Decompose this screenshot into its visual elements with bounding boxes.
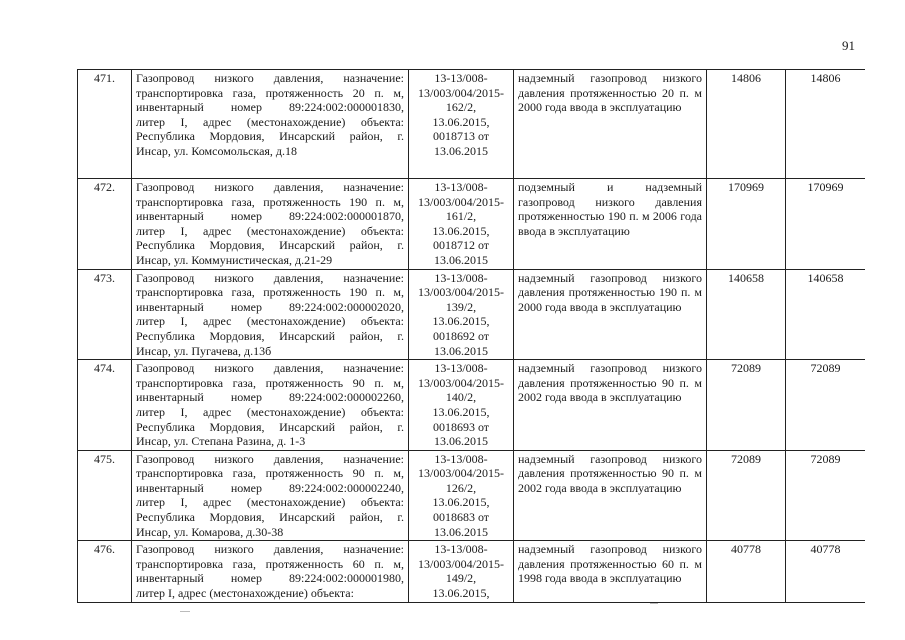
object-characteristics: подземный и надземный газопровод низкого давления протяженностью 190 п. м 2006 года ввода в эксплуатацию	[514, 179, 707, 270]
description-line: Республика Мордовия, Инсарский район, г.	[136, 419, 404, 434]
row-number: 473.	[78, 269, 132, 360]
book-value: 14806	[707, 70, 786, 179]
residual-value: 140658	[786, 269, 866, 360]
registration-line: 13-13/008-	[434, 542, 488, 557]
registration-record	[409, 70, 514, 179]
residual-value: 170969	[786, 179, 866, 270]
description-line: Республика Мордовия, Инсарский район, г.	[136, 510, 404, 525]
residual-value: 72089	[786, 360, 866, 451]
registration-record	[409, 450, 514, 541]
property-registry-table	[77, 69, 865, 629]
table-row	[78, 179, 866, 270]
row-number: 474.	[78, 360, 132, 451]
registration-line: 13.06.2015	[434, 434, 488, 449]
residual-value: 40778	[786, 541, 866, 603]
description-line: Инсар, ул. Пугачева, д.13б	[136, 343, 272, 358]
description-line: Газопровод низкого давления, назначение:	[136, 451, 404, 466]
object-characteristics: надземный газопровод низкого давления протяженностью 90 п. м 2002 года ввода в эксплуатацию	[514, 450, 707, 541]
registration-record	[409, 179, 514, 270]
description-line: Газопровод низкого давления, назначение:	[136, 71, 404, 85]
object-characteristics: надземный газопровод низкого давления протяженностью 20 п. м 2000 года ввода в эксплуатацию	[514, 70, 707, 179]
registration-line: 13-13/008-	[434, 361, 488, 376]
registration-line: 13.06.2015,	[432, 223, 490, 238]
registration-line: 13/003/004/2015-	[418, 556, 504, 571]
table-row	[78, 541, 866, 603]
description-line: литер I, адрес (местонахождение) объекта:	[136, 223, 404, 238]
description-line: транспортировка газа, протяженность 190 п. м,	[136, 194, 404, 209]
registration-line: 13.06.2015,	[432, 495, 490, 510]
description-line: Инсар, ул. Комарова, д.30-38	[136, 524, 284, 539]
object-description	[132, 450, 409, 541]
registration-record	[409, 269, 514, 360]
residual-value: 72089	[786, 450, 866, 541]
book-value: 170969	[707, 179, 786, 270]
registration-line: 13.06.2015	[434, 524, 488, 539]
registration-line: 13.06.2015	[434, 343, 488, 358]
object-characteristics: надземный газопровод низкого давления протяженностью 60 п. м 1998 года ввода в эксплуатацию	[514, 541, 707, 603]
description-line: инвентарный номер 89:224:002:000002260,	[136, 390, 404, 405]
description-line: инвентарный номер 89:224:002:000002240,	[136, 480, 404, 495]
object-characteristics: надземный газопровод низкого давления протяженностью 90 п. м 2002 года ввода в эксплуатацию	[514, 360, 707, 451]
description-line: Газопровод низкого давления, назначение:	[136, 361, 404, 376]
registration-line: 149/2,	[445, 571, 477, 586]
description-line: Инсар, ул. Коммунистическая, д.21-29	[136, 252, 333, 267]
row-number: 471.	[78, 70, 132, 179]
description-line: Республика Мордовия, Инсарский район, г.	[136, 328, 404, 343]
description-line: транспортировка газа, протяженность 60 п. м,	[136, 556, 404, 571]
description-line: Газопровод низкого давления, назначение:	[136, 270, 404, 285]
scan-artifact	[180, 611, 190, 612]
registration-record	[409, 360, 514, 451]
registration-line: 139/2,	[445, 299, 477, 314]
table-row	[78, 360, 866, 451]
registration-line: 13.06.2015	[434, 143, 488, 158]
registration-record	[409, 541, 514, 603]
description-line: литер I, адрес (местонахождение) объекта:	[136, 404, 404, 419]
registration-line: 13.06.2015,	[432, 314, 490, 329]
registration-line: 0018692 от	[432, 328, 490, 343]
object-description	[132, 360, 409, 451]
description-line: инвентарный номер 89:224:002:000002020,	[136, 299, 404, 314]
description-line: Инсар, ул. Комсомольская, д.18	[136, 143, 298, 158]
registration-line: 13-13/008-	[434, 451, 488, 466]
registration-line: 13.06.2015,	[432, 114, 490, 129]
registration-line: 13-13/008-	[434, 180, 488, 194]
object-characteristics: надземный газопровод низкого давления протяженностью 190 п. м 2000 года ввода в эксплуатацию	[514, 269, 707, 360]
description-line: литер I, адрес (местонахождение) объекта:	[136, 114, 404, 129]
registration-line: 13/003/004/2015-	[418, 466, 504, 481]
book-value: 140658	[707, 269, 786, 360]
row-number: 476.	[78, 541, 132, 603]
description-line: инвентарный номер 89:224:002:000001870,	[136, 209, 404, 224]
description-line: транспортировка газа, протяженность 90 п. м,	[136, 466, 404, 481]
table-row	[78, 70, 866, 179]
registration-line: 13/003/004/2015-	[418, 375, 504, 390]
residual-value: 14806	[786, 70, 866, 179]
description-line: литер I, адрес (местонахождение) объекта:	[136, 586, 354, 601]
registration-line: 140/2,	[445, 390, 477, 405]
description-line: литер I, адрес (местонахождение) объекта:	[136, 495, 404, 510]
registration-line: 13/003/004/2015-	[418, 85, 504, 100]
description-line: литер I, адрес (местонахождение) объекта:	[136, 314, 404, 329]
description-line: транспортировка газа, протяженность 90 п. м,	[136, 375, 404, 390]
book-value: 72089	[707, 360, 786, 451]
registration-line: 13.06.2015,	[432, 404, 490, 419]
registration-line: 13/003/004/2015-	[418, 194, 504, 209]
registration-line: 126/2,	[445, 480, 477, 495]
description-line: транспортировка газа, протяженность 20 п. м,	[136, 85, 404, 100]
registration-line: 13-13/008-	[434, 71, 488, 85]
object-description	[132, 541, 409, 603]
registration-line: 0018713 от	[432, 129, 490, 144]
description-line: Газопровод низкого давления, назначение:	[136, 180, 404, 194]
scan-artifact	[650, 603, 658, 604]
registration-line: 0018693 от	[432, 419, 490, 434]
description-line: транспортировка газа, протяженность 190 п. м,	[136, 285, 404, 300]
description-line: Газопровод низкого давления, назначение:	[136, 542, 404, 557]
registration-line: 0018683 от	[432, 510, 490, 525]
description-line: инвентарный номер 89:224:002:000001980,	[136, 571, 404, 586]
description-line: Инсар, ул. Степана Разина, д. 1-3	[136, 434, 306, 449]
book-value: 72089	[707, 450, 786, 541]
table-row	[78, 450, 866, 541]
description-line: инвентарный номер 89:224:002:000001830,	[136, 100, 404, 115]
object-description	[132, 70, 409, 179]
table-body	[78, 70, 866, 603]
registration-line: 0018712 от	[432, 238, 490, 253]
object-description	[132, 269, 409, 360]
row-number: 475.	[78, 450, 132, 541]
page-number: 91	[842, 38, 855, 53]
description-line: Республика Мордовия, Инсарский район, г.	[136, 129, 404, 144]
registration-line: 13/003/004/2015-	[418, 285, 504, 300]
object-description	[132, 179, 409, 270]
registration-line: 162/2,	[445, 100, 477, 115]
registration-line: 13.06.2015,	[432, 586, 490, 601]
row-number: 472.	[78, 179, 132, 270]
registration-line: 13.06.2015	[434, 252, 488, 267]
registration-line: 161/2,	[445, 209, 477, 224]
table-row	[78, 269, 866, 360]
description-line: Республика Мордовия, Инсарский район, г.	[136, 238, 404, 253]
book-value: 40778	[707, 541, 786, 603]
registration-line: 13-13/008-	[434, 270, 488, 285]
